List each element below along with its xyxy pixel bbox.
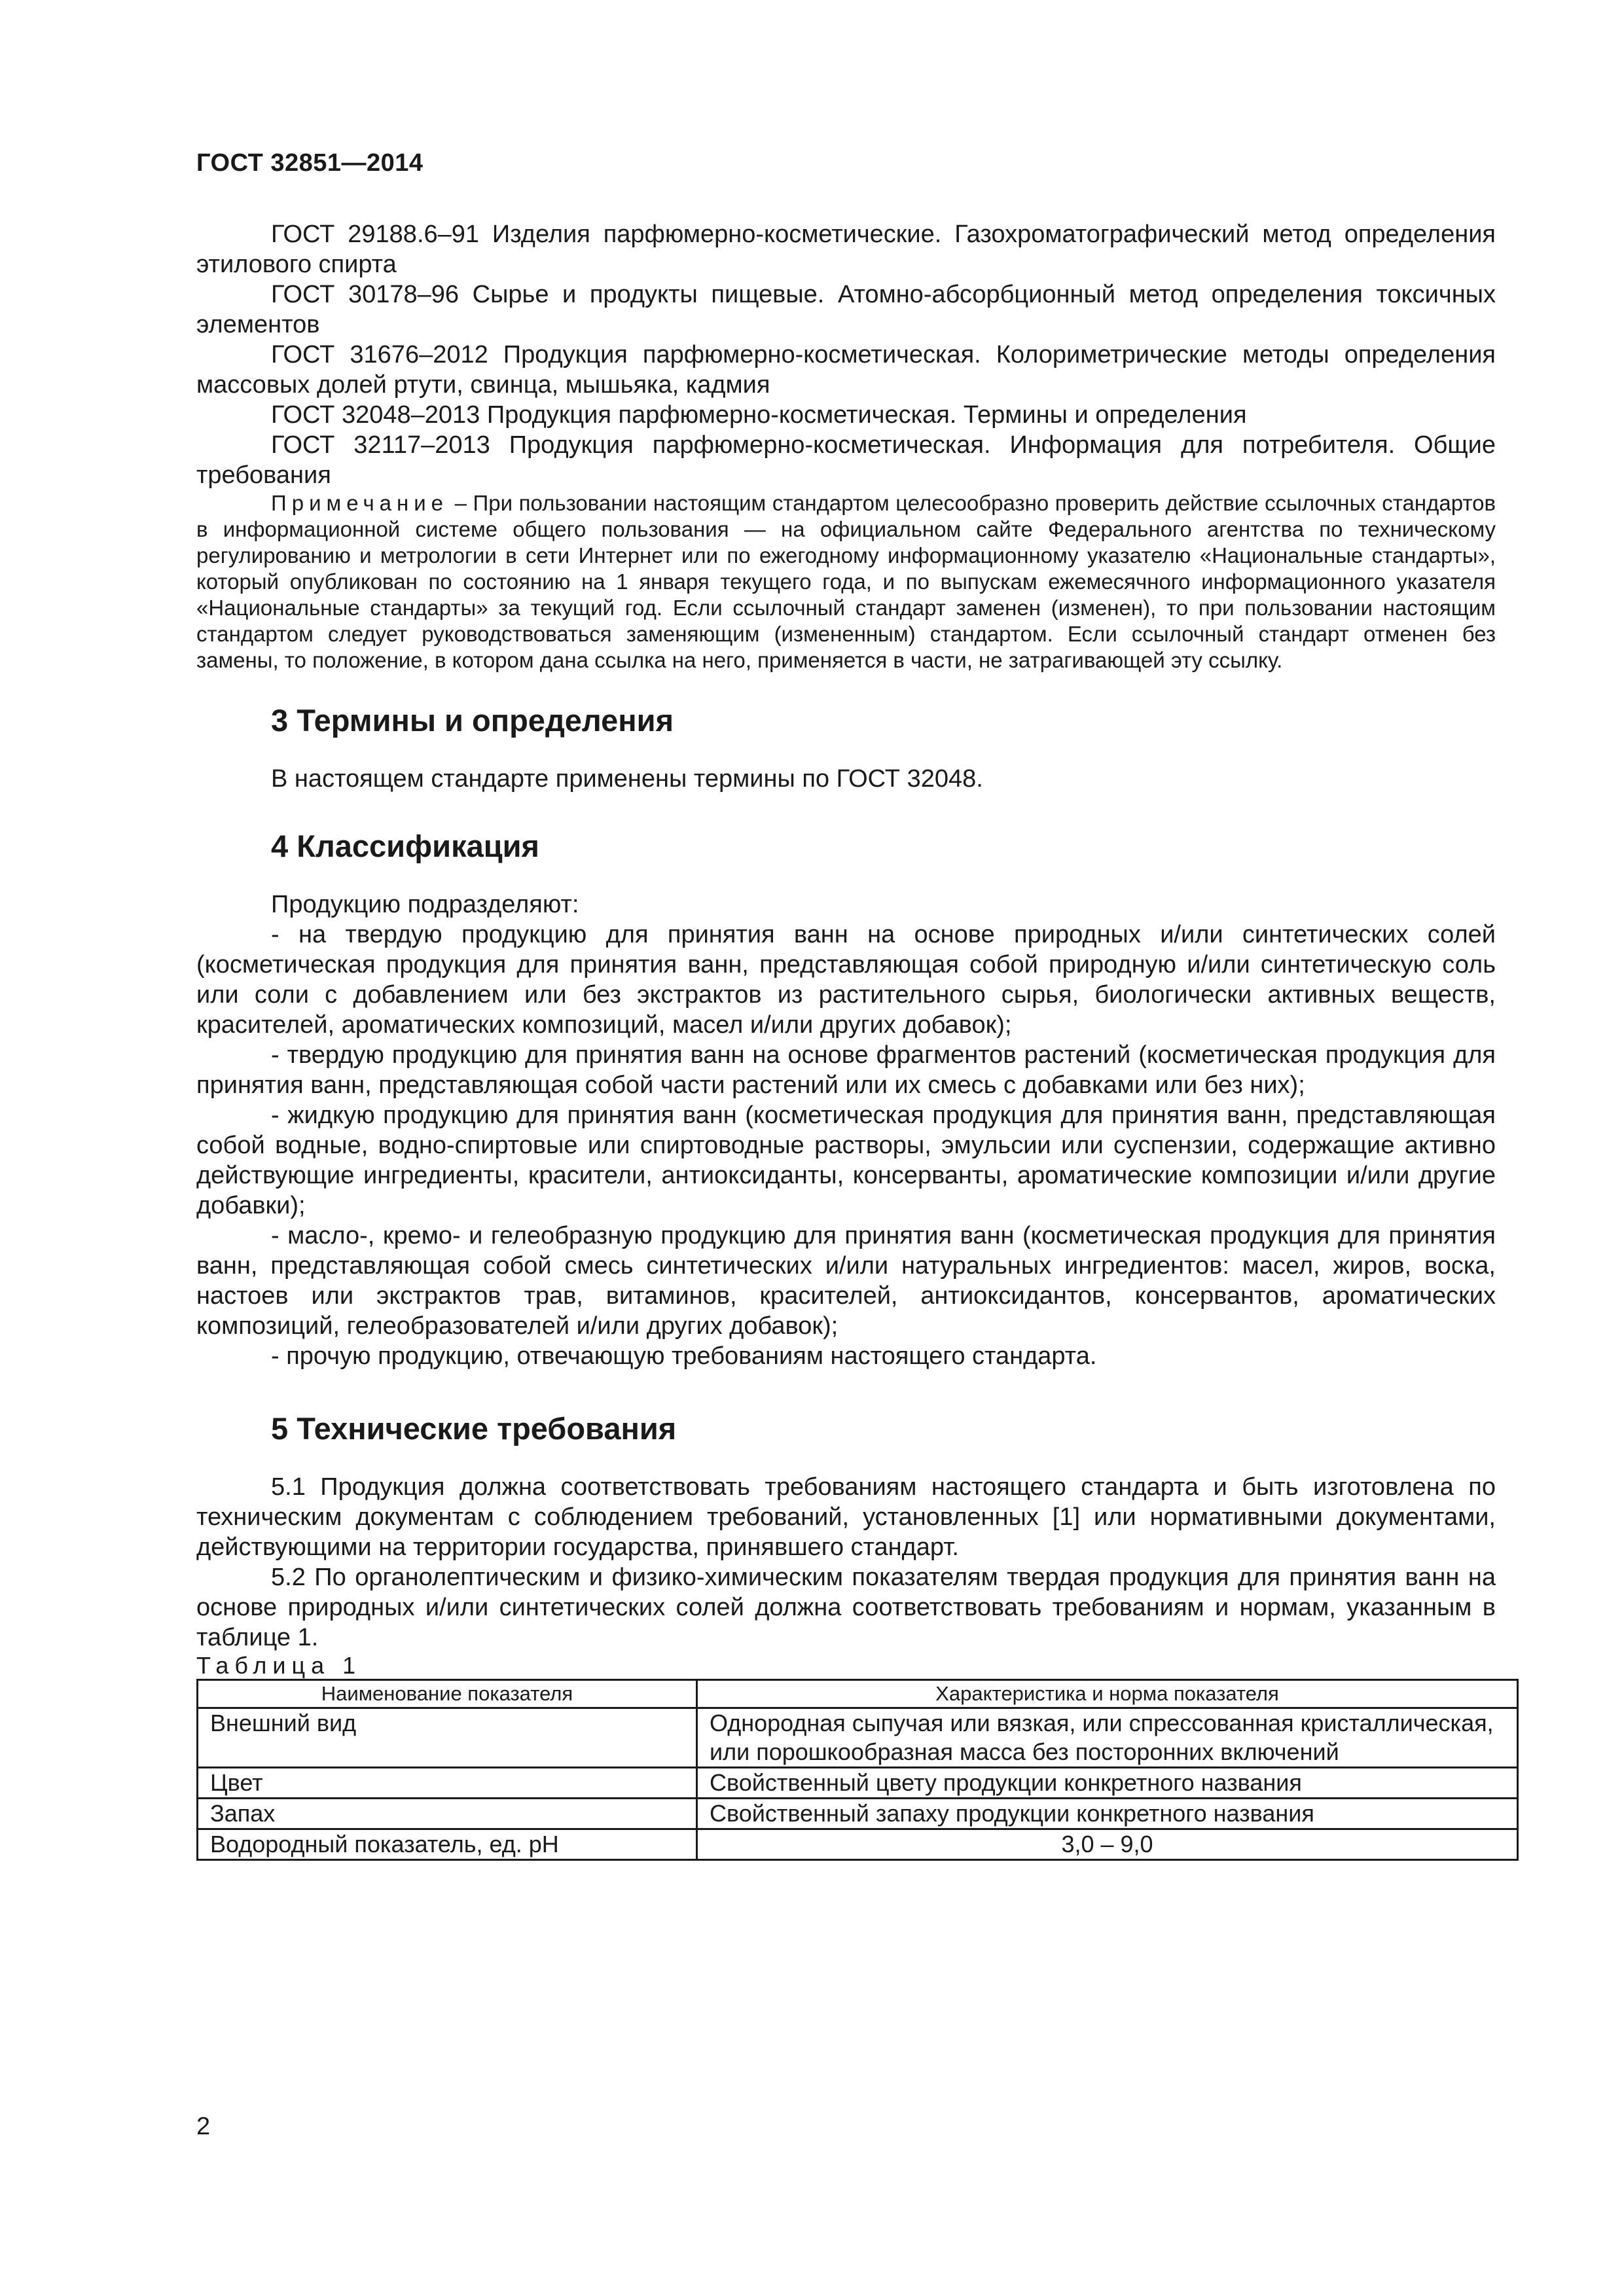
section-4-intro: Продукцию подразделяют: [271,891,579,918]
document-header: ГОСТ 32851—2014 [196,149,424,177]
page-number: 2 [196,2113,211,2140]
table-header-cell: Наименование показателя [198,1680,697,1708]
clause-5-1: 5.1 Продукция должна соответствовать требованиям настоящего стандарта и быть изготовлена по техническим документам с соблюдением требований, установленных [1] или нормативными документами, действующими на территории государства, принявшего стандарт. [196,1473,1496,1561]
note-label: Примечание [271,491,449,515]
section-3-heading: 3 Термины и определения [271,703,674,738]
table-row [198,1768,1518,1799]
clause-5-2: 5.2 По органолептическим и физико-химическим показателям твердая продукция для принятия ванн на основе природных и/или синтетических солей должна соответствовать требованиям и нормам, указанным в таблице 1. [196,1564,1496,1651]
section-4-heading: 4 Классификация [271,829,539,863]
note-paragraph [196,490,1496,673]
table-header-row [198,1680,1518,1708]
classification-item: - прочую продукцию, отвечающую требованиям настоящего стандарта. [271,1342,1097,1370]
table-cell: Однородная сыпучая или вязкая, или спрессованная кристаллическая, или порошкообразная масса без посторонних включений [697,1708,1518,1768]
reference-item: ГОСТ 29188.6–91 Изделия парфюмерно-косметические. Газохроматографический метод определения этилового спирта [196,221,1496,278]
table-cell: Цвет [198,1768,697,1799]
table-row [198,1708,1518,1768]
table-row [198,1799,1518,1829]
table-cell: Внешний вид [198,1708,697,1768]
reference-item: ГОСТ 30178–96 Сырье и продукты пищевые. Атомно-абсорбционный метод определения токсичных элементов [196,281,1496,338]
table-1 [196,1679,1519,1861]
document-body [196,219,1496,1861]
table-cell: Запах [198,1799,697,1829]
table-cell: Свойственный запаху продукции конкретного названия [697,1799,1518,1829]
reference-item: ГОСТ 32117–2013 Продукция парфюмерно-косметическая. Информация для потребителя. Общие требования [196,431,1496,489]
table-caption: Таблица 1 [196,1652,362,1679]
classification-item: - на твердую продукцию для принятия ванн на основе природных и/или синтетических солей (косметическая продукция для принятия ванн, представляющая собой природную и/или синтетическую соль или соли с добавлением или без экстрактов из растительного сырья, биологически активных веществ, красителей, ароматических композиций, масел и/или других добавок); [196,921,1496,1039]
classification-item: - масло-, кремо- и гелеобразную продукцию для принятия ванн (косметическая продукция для принятия ванн, представляющая собой смесь синтетических и/или натуральных ингредиентов: масел, жиров, воска, настоев или экстрактов трав, витаминов, красителей, антиоксидантов, консервантов, ароматических композиций, гелеобразователей и/или других добавок); [196,1222,1496,1340]
section-3-text: В настоящем стандарте применены термины по ГОСТ 32048. [271,765,983,793]
classification-item: - жидкую продукцию для принятия ванн (косметическая продукция для принятия ванн, представляющая собой водные, водно-спиртовые или спиртоводные растворы, эмульсии или суспензии, содержащие активно действующие ингредиенты, красители, антиоксиданты, консерванты, ароматические композиции и/или другие добавки); [196,1102,1496,1219]
table-cell: Водородный показатель, ед. pH [198,1829,697,1860]
note-text: – При пользовании настоящим стандартом целесообразно проверить действие ссылочных стандартов в информационной системе общего пользования — на официальном сайте Федерального агентства по техническому регулированию и метрологии в сети Интернет или по ежегодному информационному указателю «Национальные стандарты», который опубликован по состоянию на 1 января текущего года, и по выпускам ежемесячного информационного указателя «Национальные стандарты» за текущий год. Если ссылочный стандарт заменен (изменен), то при пользовании настоящим стандартом следует руководствоваться заменяющим (измененным) стандартом. Если ссылочный стандарт отменен без замены, то положение, в котором дана ссылка на него, применяется в части, не затрагивающей эту ссылку. [196,491,1496,672]
table-cell: 3,0 – 9,0 [697,1829,1518,1860]
table-row [198,1829,1518,1860]
reference-item: ГОСТ 31676–2012 Продукция парфюмерно-косметическая. Колориметрические методы определения массовых долей ртути, свинца, мышьяка, кадмия [196,341,1496,399]
table-header-cell: Характеристика и норма показателя [697,1680,1518,1708]
section-5-heading: 5 Технические требования [271,1411,677,1446]
classification-item: - твердую продукцию для принятия ванн на основе фрагментов растений (косметическая продукция для принятия ванн, представляющая собой части растений или их смесь с добавками или без них); [196,1041,1496,1099]
reference-item: ГОСТ 32048–2013 Продукция парфюмерно-косметическая. Термины и определения [271,401,1247,429]
table-cell: Свойственный цвету продукции конкретного названия [697,1768,1518,1799]
